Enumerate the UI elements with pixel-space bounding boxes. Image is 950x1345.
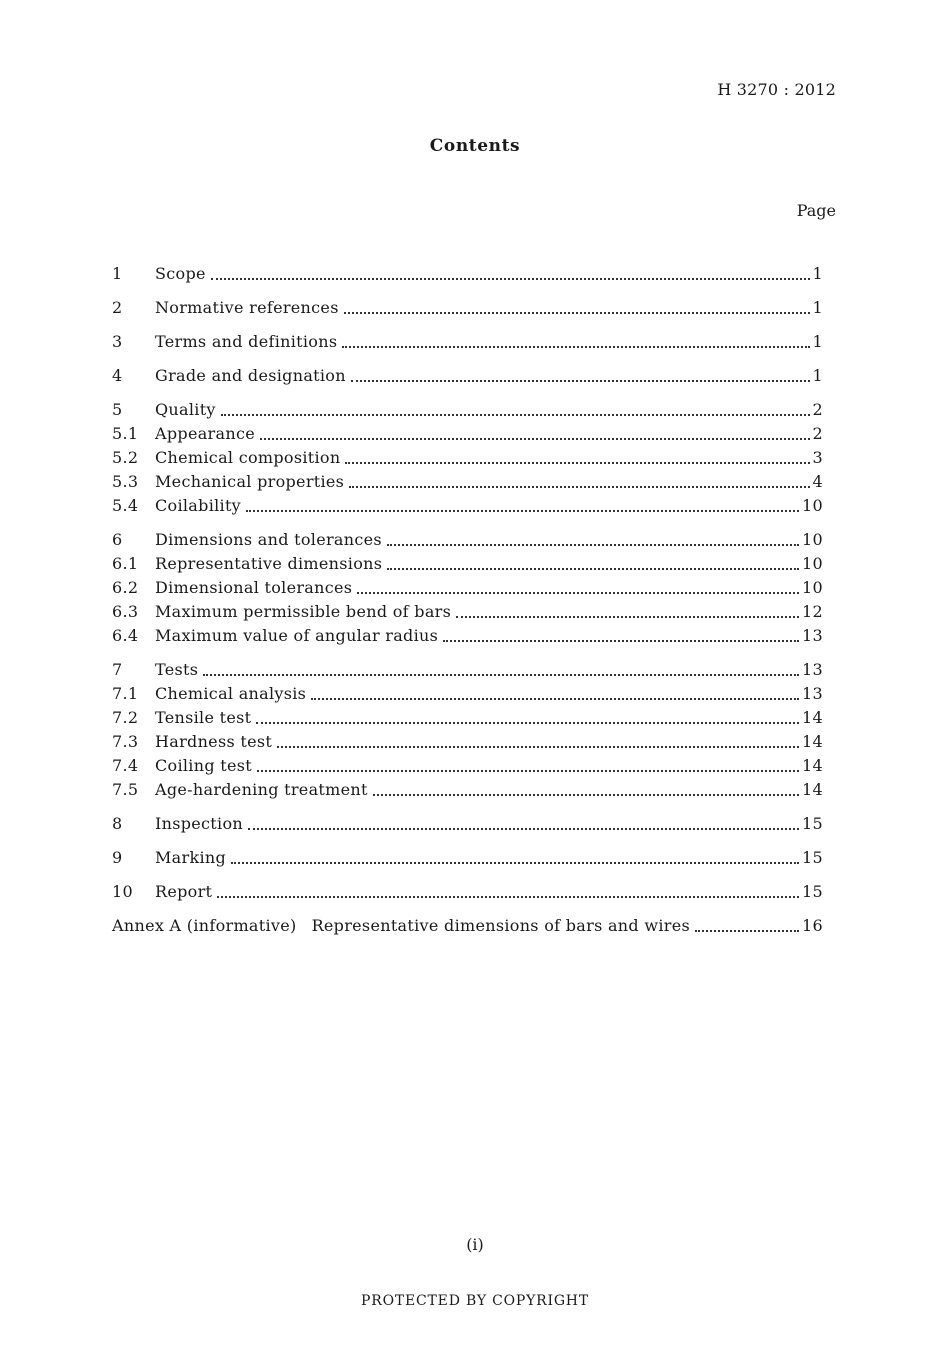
toc-entry[interactable] [112,778,823,802]
document-id: H 3270 : 2012 [717,80,836,99]
toc-dot-leader [246,510,799,512]
toc-entry[interactable] [112,446,823,470]
toc-section-group [112,296,823,320]
toc-dot-leader [351,380,810,382]
toc-entry-number: 4 [112,366,123,385]
toc-entry-number: 5.1 [112,424,139,443]
toc-section-group [112,330,823,354]
toc-entry-number: 10 [112,882,133,901]
toc-section-group [112,812,823,836]
toc-entry-page: 1 [812,298,823,317]
toc-entry-page: 15 [802,882,823,901]
toc-entry-page: 15 [802,814,823,833]
toc-entry-title: Normative references [155,298,339,317]
toc-entry[interactable] [112,576,823,600]
toc-entry-page: 12 [802,602,823,621]
page-title: Contents [429,136,521,156]
toc-dot-leader [349,486,809,488]
toc-entry-page: 3 [812,448,823,467]
toc-entry-title: Mechanical properties [155,472,345,491]
toc-entry-number: 6 [112,530,123,549]
toc-entry-title: Appearance [155,424,255,443]
toc-entry[interactable] [112,600,823,624]
toc-entry[interactable] [112,552,823,576]
toc-entry-title: Dimensions and tolerances [155,530,382,549]
toc-entry-page: 2 [812,400,823,419]
toc-entry-number: 6.1 [112,554,139,573]
toc-entry[interactable] [112,470,823,494]
toc-dot-leader [257,770,799,772]
toc-entry-page: 15 [802,848,823,867]
toc-dot-leader [443,640,799,642]
toc-entry-number: 5.3 [112,472,139,491]
toc-dot-leader [342,346,809,348]
toc-dot-leader [217,896,799,898]
table-of-contents [112,262,823,938]
toc-dot-leader [387,568,799,570]
toc-entry-page: 10 [802,578,823,597]
toc-dot-leader [248,828,799,830]
toc-section-group [112,398,823,518]
toc-dot-leader [311,698,799,700]
toc-dot-leader [344,312,810,314]
toc-entry[interactable] [112,624,823,648]
toc-dot-leader [203,674,799,676]
toc-entry-page: 10 [802,496,823,515]
toc-entry-number: 6.3 [112,602,139,621]
toc-entry-page: 2 [812,424,823,443]
toc-entry-page: 10 [802,554,823,573]
toc-entry-number: 9 [112,848,123,867]
toc-entry[interactable] [112,658,823,682]
toc-dot-leader [231,862,799,864]
toc-entry-number: 5.4 [112,496,139,515]
toc-entry-title: Age-hardening treatment [155,780,368,799]
toc-entry-number: 5.2 [112,448,139,467]
footer-page-number: (i) [466,1235,484,1254]
toc-section-group [112,364,823,388]
toc-entry-number: 7 [112,660,123,679]
copyright-notice: PROTECTED BY COPYRIGHT [361,1293,589,1309]
toc-dot-leader [260,438,810,440]
toc-entry-page: 14 [802,756,823,775]
toc-entry-title: Quality [155,400,216,419]
toc-dot-leader [256,722,799,724]
toc-dot-leader [387,544,799,546]
toc-entry-title: Dimensional tolerances [155,578,353,597]
toc-entry-title: Maximum permissible bend of bars [155,602,452,621]
toc-entry-number: 7.1 [112,684,139,703]
toc-entry[interactable] [112,494,823,518]
toc-entry-number: 7.5 [112,780,139,799]
toc-dot-leader [456,616,799,618]
toc-entry-title: Tests [155,660,199,679]
toc-entry-title: Inspection [155,814,243,833]
toc-entry-title: Coilability [155,496,242,515]
toc-section-group [112,658,823,802]
toc-entry[interactable] [112,880,823,904]
toc-dot-leader [695,930,799,932]
toc-entry[interactable] [112,422,823,446]
toc-entry[interactable] [112,262,823,286]
toc-entry[interactable] [112,296,823,320]
toc-entry-title: Coiling test [155,756,252,775]
toc-entry-number: 6.2 [112,578,139,597]
toc-entry[interactable] [112,754,823,778]
toc-entry-title: Tensile test [155,708,252,727]
toc-entry-page: 14 [802,708,823,727]
toc-dot-leader [277,746,799,748]
toc-entry-number: 6.4 [112,626,139,645]
toc-entry-title: Representative dimensions [155,554,383,573]
toc-entry-number: 2 [112,298,123,317]
toc-entry-page: 4 [812,472,823,491]
toc-entry[interactable] [112,398,823,422]
toc-entry-title: Maximum value of angular radius [155,626,439,645]
page-column-label: Page [796,201,836,220]
toc-dot-leader [345,462,809,464]
toc-entry-title: Chemical composition [155,448,341,467]
toc-dot-leader [357,592,799,594]
toc-entry[interactable] [112,682,823,706]
toc-entry-page: 13 [802,660,823,679]
toc-entry-title: Hardness test [155,732,273,751]
toc-dot-leader [221,414,810,416]
toc-entry-title: Scope [155,264,206,283]
annex-label: Annex A (informative) [112,916,297,935]
toc-entry-number: 7.3 [112,732,139,751]
toc-dot-leader [211,278,810,280]
toc-section-group [112,846,823,870]
toc-entry[interactable] [112,846,823,870]
toc-dot-leader [373,794,799,796]
toc-entry-page: 13 [802,626,823,645]
toc-annex-entry[interactable] [112,914,823,938]
toc-entry[interactable] [112,706,823,730]
toc-section-group [112,880,823,904]
toc-entry-page: 1 [812,332,823,351]
toc-entry-title: Marking [155,848,227,867]
toc-entry[interactable] [112,330,823,354]
toc-entry-title: Chemical analysis [155,684,307,703]
toc-entry-number: 1 [112,264,123,283]
annex-title: Representative dimensions of bars and wires [311,916,690,935]
toc-entry-page: 14 [802,732,823,751]
toc-entry[interactable] [112,364,823,388]
annex-page: 16 [802,916,823,935]
toc-entry-title: Grade and designation [155,366,346,385]
toc-entry-title: Terms and definitions [155,332,338,351]
toc-entry[interactable] [112,730,823,754]
toc-entry-page: 1 [812,366,823,385]
toc-entry-title: Report [155,882,213,901]
toc-entry-page: 10 [802,530,823,549]
toc-entry-number: 7.2 [112,708,139,727]
toc-entry-number: 7.4 [112,756,139,775]
toc-entry-number: 8 [112,814,123,833]
toc-entry-page: 14 [802,780,823,799]
toc-entry[interactable] [112,812,823,836]
toc-entry-page: 1 [812,264,823,283]
toc-entry-number: 5 [112,400,123,419]
toc-section-group [112,528,823,648]
toc-entry[interactable] [112,528,823,552]
toc-section-group [112,262,823,286]
toc-entry-page: 13 [802,684,823,703]
toc-entry-number: 3 [112,332,123,351]
